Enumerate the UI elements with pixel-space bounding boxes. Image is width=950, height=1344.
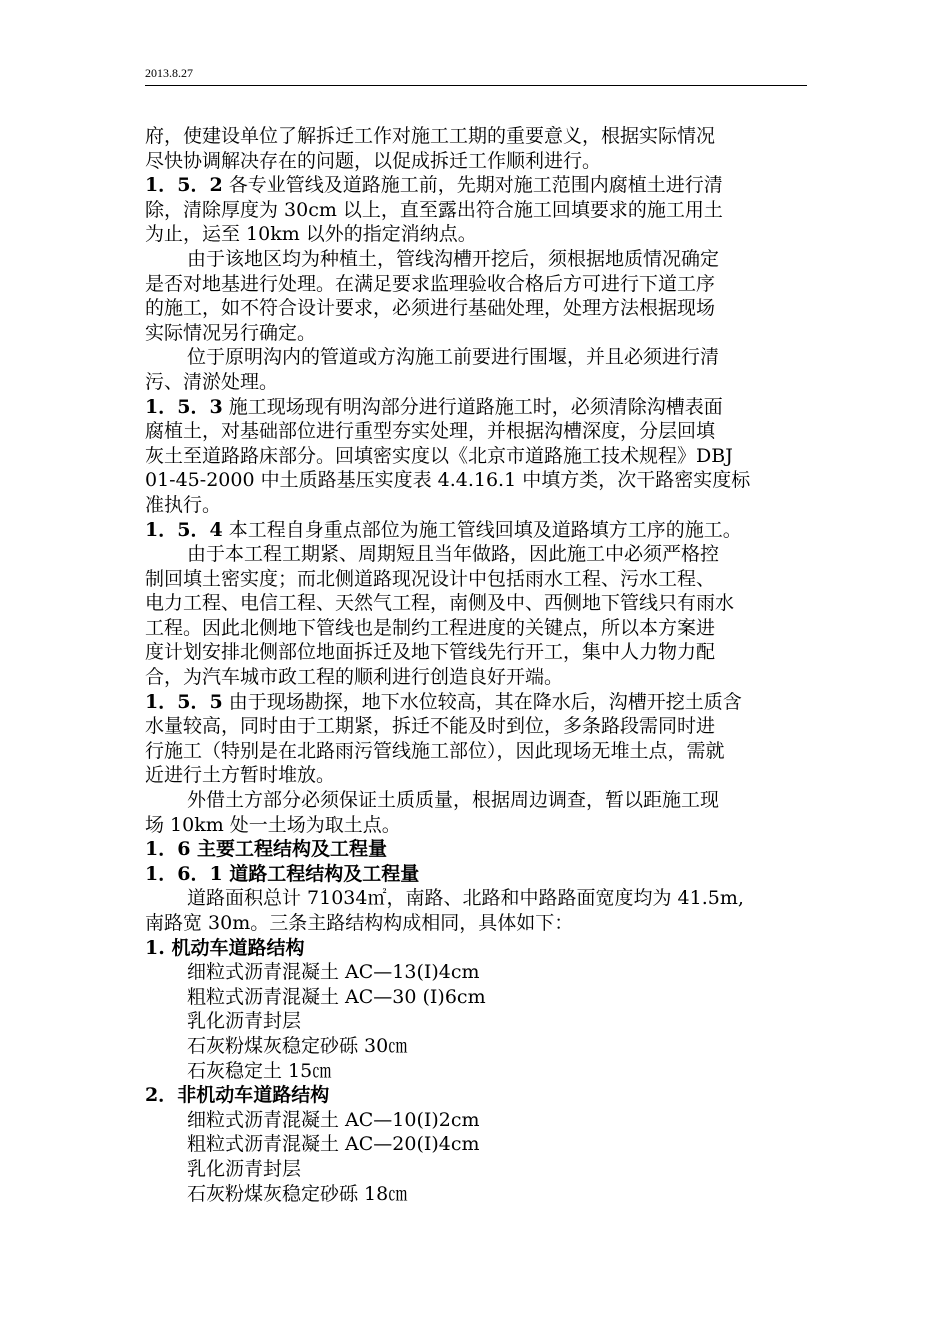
text-line [145,739,807,764]
line-text: 场 10km 处一土场为取土点。 [145,813,401,836]
line-text: 度计划安排北侧部位地面拆迁及地下管线先行开工，集中人力物力配 [145,641,716,664]
document-body [145,124,807,1206]
line-text: 外借土方部分必须保证土质质量，根据周边调查，暂以距施工现 [187,789,720,812]
line-text: 道路面积总计 71034㎡，南路、北路和中路路面宽度均为 41.5m, [187,887,744,910]
text-line [145,1059,807,1084]
line-text: 1．6 主要工程结构及工程量 [145,838,388,861]
line-text: 01-45-2000 中土质路基压实度表 4.4.16.1 中填方类，次干路密实度标 [145,469,751,492]
text-line [145,149,807,174]
text-line [145,444,807,469]
line-text: 本工程自身重点部位为施工管线回填及道路填方工序的施工。 [222,518,742,541]
line-text: 灰土至道路路床部分。回填密实度以《北京市道路施工技术规程》DBJ [145,444,733,467]
line-text: 是否对地基进行处理。在满足要求监理验收合格后方可进行下道工序 [145,272,716,295]
section-number: 1．5．2 [145,174,223,197]
text-line [145,1182,807,1207]
section-number: 1．5．3 [145,395,223,418]
line-text: 污、清淤处理。 [145,370,279,393]
line-text: 细粒式沥青混凝土 AC—10(Ⅰ)2cm [187,1108,480,1131]
line-text: 乳化沥青封层 [187,1157,302,1180]
text-line [145,1034,807,1059]
text-line [145,222,807,247]
text-line [145,518,807,543]
text-line [145,124,807,149]
section-number: 1．5．4 [145,518,223,541]
text-line [145,640,807,665]
text-line [145,1132,807,1157]
text-line [145,567,807,592]
line-text: 1. 机动车道路结构 [145,936,305,959]
line-text: 除，清除厚度为 30cm 以上，直至露出符合施工回填要求的施工用土 [145,198,723,221]
line-text: 准执行。 [145,493,222,516]
line-text: 水量较高，同时由于工期紧，拆迁不能及时到位，多条路段需同时进 [145,715,716,738]
text-line [145,493,807,518]
text-line [145,665,807,690]
line-text: 腐植土，对基础部位进行重型夯实处理，并根据沟槽深度，分层回填 [145,420,716,443]
line-text: 实际情况另行确定。 [145,321,317,344]
text-line [145,985,807,1010]
line-text: 由于本工程工期紧、周期短且当年做路，因此施工中必须严格控 [187,543,720,566]
text-line [145,370,807,395]
text-line [145,198,807,223]
line-text: 尽快协调解决存在的问题，以促成拆迁工作顺利进行。 [145,149,602,172]
line-text: 制回填土密实度；而北侧道路现况设计中包括雨水工程、污水工程、 [145,567,716,590]
line-text: 施工现场现有明沟部分进行道路施工时，必须清除沟槽表面 [222,395,723,418]
header-date: 2013.8.27 [145,66,193,80]
text-line [145,345,807,370]
line-text: 工程。因此北侧地下管线也是制约工程进度的关键点，所以本方案进 [145,616,716,639]
text-line [145,886,807,911]
text-line [145,296,807,321]
text-line [145,960,807,985]
text-line [145,1157,807,1182]
section-heading [145,862,807,887]
line-text: 各专业管线及道路施工前，先期对施工范围内腐植土进行清 [222,174,723,197]
line-text: 石灰稳定土 15㎝ [187,1059,332,1082]
text-line [145,542,807,567]
line-text: 南路宽 30m。三条主路结构构成相同，具体如下： [145,912,574,934]
text-line [145,616,807,641]
text-line [145,272,807,297]
line-text: 行施工（特别是在北路雨污管线施工部位），因此现场无堆土点，需就 [145,739,725,762]
line-text: 细粒式沥青混凝土 AC—13(Ⅰ)4cm [187,961,480,984]
header-rule [145,85,807,86]
line-text: 合，为汽车城市政工程的顺利进行创造良好开端。 [145,666,564,689]
text-line [145,419,807,444]
line-text: 府，使建设单位了解拆迁工作对施工工期的重要意义，根据实际情况 [145,125,716,147]
line-text: 乳化沥青封层 [187,1010,302,1033]
text-line [145,911,807,936]
line-text: 石灰粉煤灰稳定砂砾 30㎝ [187,1034,408,1057]
text-line [145,247,807,272]
text-line [145,468,807,493]
line-text: 电力工程、电信工程、天然气工程，南侧及中、西侧地下管线只有雨水 [145,592,735,615]
line-text: 石灰粉煤灰稳定砂砾 18㎝ [187,1182,408,1205]
line-text: 由于该地区均为种植土，管线沟槽开挖后，须根据地质情况确定 [187,247,720,270]
text-line [145,1108,807,1133]
section-number: 1．5．5 [145,690,223,713]
line-text: 由于现场勘探，地下水位较高，其在降水后，沟槽开挖土质含 [222,690,742,713]
line-text: 近进行土方暂时堆放。 [145,764,336,787]
text-line [145,1009,807,1034]
line-text: 粗粒式沥青混凝土 AC—30 (Ⅰ)6cm [187,985,486,1008]
section-heading [145,936,807,961]
line-text: 位于原明沟内的管道或方沟施工前要进行围堰，并且必须进行清 [187,346,720,369]
text-line [145,813,807,838]
text-line [145,763,807,788]
text-line [145,173,807,198]
line-text: 1．6．1 道路工程结构及工程量 [145,862,420,885]
text-line [145,591,807,616]
text-line [145,714,807,739]
line-text: 粗粒式沥青混凝土 AC—20(Ⅰ)4cm [187,1133,480,1156]
text-line [145,788,807,813]
text-line [145,395,807,420]
line-text: 2．非机动车道路结构 [145,1084,330,1107]
text-line [145,321,807,346]
section-heading [145,837,807,862]
section-heading [145,1083,807,1108]
line-text: 的施工，如不符合设计要求，必须进行基础处理，处理方法根据现场 [145,297,716,320]
line-text: 为止，运至 10km 以外的指定消纳点。 [145,223,477,246]
text-line [145,690,807,715]
